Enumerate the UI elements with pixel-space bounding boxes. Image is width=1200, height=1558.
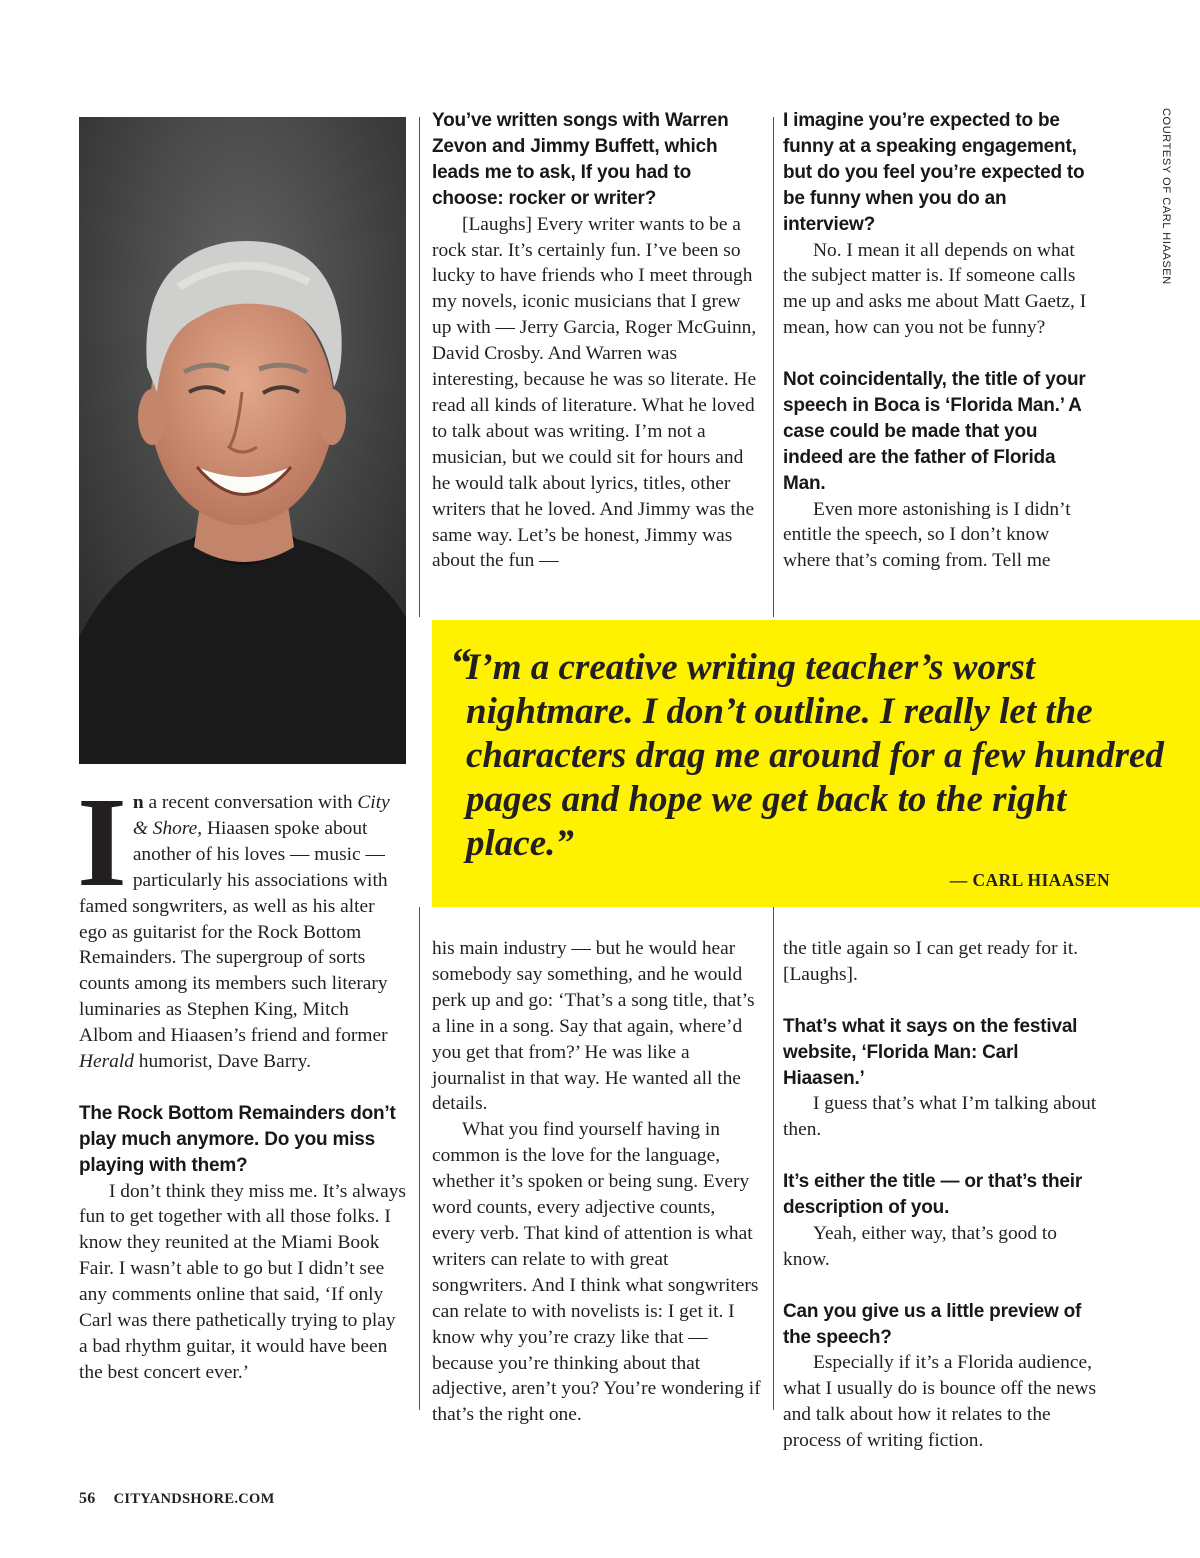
answer-rock-bottom: I don’t think they miss me. It’s always fun to get together with all those folks. I know they reunited at the Miami Book Fair. I wasn’t able to go but I didn’t see any comments online that said, ‘If only Carl was there pathetically trying to play a bad rhythm guitar, it would have been the best concert ever.’ xyxy=(79,1180,406,1383)
answer-festival: I guess that’s what I’m talking about then. xyxy=(783,1093,1097,1141)
intro-lead: n xyxy=(132,792,144,813)
middle-column-top xyxy=(432,108,760,574)
answer-florida-man: Even more astonishing is I didn’t entitle the speech, so I don’t know where that’s coming from. Tell me xyxy=(783,498,1071,572)
publication-name: City & Shore xyxy=(132,792,390,839)
answer-language: What you find yourself having in common is the love for the language, whether it’s spoken or being sung. Every word counts, every adjective counts, every verb. That kind of attention is what writers can relate to with great songwriters. And I think what songwriters can relate to with novelists is: I get it. I know why you’re crazy like that — because you’re thinking about that adjective, aren’t you? You’re wondering if that’s the right one. xyxy=(432,1119,761,1426)
intro-paragraph xyxy=(77,771,406,1075)
intro-text-1: a recent conversation with xyxy=(143,792,358,813)
answer-title-continued: the title again so I can get ready for it. [Laughs]. xyxy=(783,938,1079,985)
answer-continued: his main industry — but he would hear somebody say something, and he would perk up and go: ‘That’s a song title, that’s a line in a song. Say that again, where’d you get that from?’ He was like a journalist in that way. He wanted all the details. xyxy=(432,938,755,1115)
herald-name: Herald xyxy=(79,1051,134,1073)
question-rocker-writer: You’ve written songs with Warren Zevon and Jimmy Buffett, which leads me to ask, If you had to choose: rocker or writer? xyxy=(432,110,729,209)
photo-credit: COURTESY OF CARL HIAASEN xyxy=(1160,108,1172,285)
intro-text-3: humorist, Dave Barry. xyxy=(133,1051,311,1073)
question-preview: Can you give us a little preview of the speech? xyxy=(783,1300,1082,1348)
pull-quote-attribution: — CARL HIAASEN xyxy=(949,870,1110,890)
site-url: CITYANDSHORE.COM xyxy=(113,1491,275,1507)
pull-quote-open-mark: “ xyxy=(450,641,471,687)
right-column-bottom xyxy=(783,936,1101,1454)
left-column xyxy=(77,771,406,1386)
question-funny: I imagine you’re expected to be funny at a speaking engagement, but do you feel you’re expected to be funny when you do an interview? xyxy=(783,110,1085,235)
question-description: It’s either the title — or that’s their description of you. xyxy=(783,1171,1083,1219)
question-florida-man: Not coincidentally, the title of your speech in Boca is ‘Florida Man.’ A case could be made that you indeed are the father of Florida Man. xyxy=(783,369,1086,494)
pull-quote-text: I’m a creative writing teacher’s worst nightmare. I don’t outline. I really let the characters drag me around for a few hundred pages and hope we get back to the right place.” xyxy=(466,647,1164,864)
drop-cap: I xyxy=(77,771,127,913)
column-rule xyxy=(419,907,420,1410)
page-footer xyxy=(79,1490,275,1508)
answer-description: Yeah, either way, that’s good to know. xyxy=(783,1222,1057,1270)
column-rule xyxy=(773,117,774,617)
column-rule xyxy=(773,907,774,1410)
question-festival: That’s what it says on the festival website, ‘Florida Man: Carl Hiaasen.’ xyxy=(783,1015,1078,1089)
pull-quote-box xyxy=(432,620,1200,907)
middle-column-bottom xyxy=(432,936,762,1428)
page-number: 56 xyxy=(79,1490,96,1507)
answer-preview: Especially if it’s a Florida audience, what I usually do is bounce off the news and talk about how it relates to the process of writing fiction. xyxy=(783,1352,1097,1452)
portrait-illustration xyxy=(79,117,406,764)
answer-funny: No. I mean it all depends on what the subject matter is. If someone calls me up and asks me about Matt Gaetz, I mean, how can you not be funny? xyxy=(783,239,1087,339)
column-rule xyxy=(419,117,420,617)
question-rock-bottom: The Rock Bottom Remainders don’t play much anymore. Do you miss playing with them? xyxy=(79,1102,396,1176)
right-column-top xyxy=(783,108,1101,574)
author-photo xyxy=(79,117,406,764)
answer-rocker-writer: [Laughs] Every writer wants to be a rock star. It’s certainly fun. I’ve been so lucky to have friends who I meet through my novels, iconic musicians that I grew up with — Jerry Garcia, Roger McGuinn, David Crosby. And Warren was interesting, because he was so literate. He read all kinds of literature. What he loved to talk about was writing. I’m not a musician, but we could sit for hours and he would talk about lyrics, titles, other writers that he loved. And Jimmy was the same way. Let’s be honest, Jimmy was about the fun — xyxy=(432,213,757,572)
intro-text-2: , Hiaasen spoke about another of his loves — music — particularly his associations with famed songwriters, as well as his alter ego as guitarist for the Rock Bottom Remainders. The supergroup of sorts counts among its members such literary luminaries as Stephen King, Mitch Albom and Hiaasen’s friend and former xyxy=(79,817,388,1047)
